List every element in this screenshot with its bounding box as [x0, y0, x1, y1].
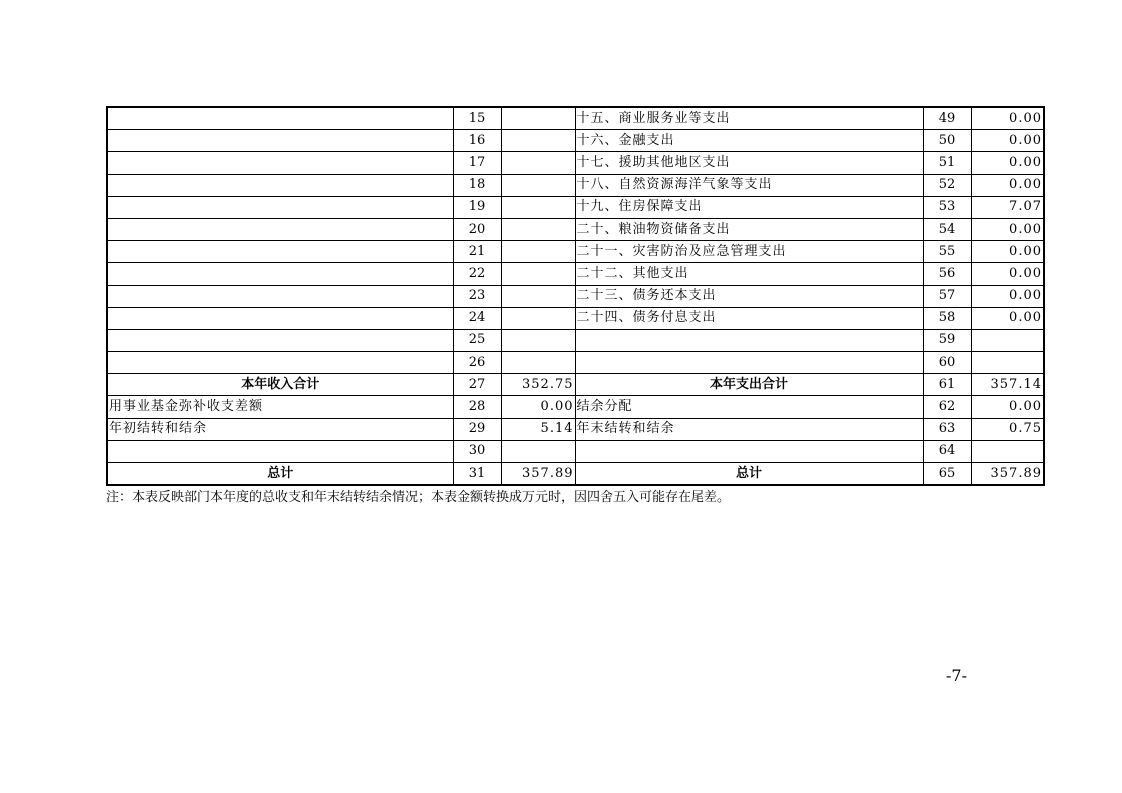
expenditure-amount-cell: 0.00	[971, 285, 1044, 307]
expenditure-row-number-cell: 58	[923, 307, 971, 329]
income-row-number-cell: 23	[453, 285, 501, 307]
expenditure-item-cell: 十五、商业服务业等支出	[575, 107, 923, 130]
income-row-number-cell: 30	[453, 440, 501, 462]
table-row	[107, 241, 1044, 263]
expenditure-row-number-cell: 53	[923, 196, 971, 218]
income-row-number-cell: 20	[453, 218, 501, 240]
income-item-cell: 本年收入合计	[107, 374, 453, 396]
income-item-cell	[107, 218, 453, 240]
income-amount-cell: 357.89	[501, 463, 575, 486]
income-item-cell	[107, 329, 453, 351]
income-amount-cell	[501, 152, 575, 174]
income-row-number-cell: 17	[453, 152, 501, 174]
table-footnote: 注：本表反映部门本年度的总收支和年末结转结余情况；本表金额转换成万元时，因四舍五入可能存在尾差。	[106, 490, 731, 505]
table-row	[107, 374, 1044, 396]
table-row	[107, 352, 1044, 374]
income-item-cell	[107, 352, 453, 374]
income-row-number-cell: 27	[453, 374, 501, 396]
expenditure-item-cell: 二十三、债务还本支出	[575, 285, 923, 307]
expenditure-amount-cell	[971, 352, 1044, 374]
table-row	[107, 440, 1044, 462]
expenditure-row-number-cell: 59	[923, 329, 971, 351]
expenditure-row-number-cell: 49	[923, 107, 971, 130]
table-body	[107, 107, 1044, 485]
table-row	[107, 329, 1044, 351]
expenditure-row-number-cell: 65	[923, 463, 971, 486]
income-row-number-cell: 25	[453, 329, 501, 351]
income-item-cell	[107, 307, 453, 329]
table-row	[107, 152, 1044, 174]
income-amount-cell	[501, 307, 575, 329]
table-row	[107, 285, 1044, 307]
expenditure-amount-cell: 0.00	[971, 107, 1044, 130]
expenditure-item-cell	[575, 329, 923, 351]
income-item-cell	[107, 152, 453, 174]
expenditure-amount-cell: 0.00	[971, 152, 1044, 174]
income-item-cell	[107, 130, 453, 152]
expenditure-amount-cell: 0.00	[971, 130, 1044, 152]
income-amount-cell	[501, 241, 575, 263]
table-row	[107, 396, 1044, 418]
expenditure-row-number-cell: 60	[923, 352, 971, 374]
income-row-number-cell: 29	[453, 418, 501, 440]
income-amount-cell	[501, 130, 575, 152]
income-item-cell	[107, 196, 453, 218]
expenditure-item-cell: 二十、粮油物资储备支出	[575, 218, 923, 240]
expenditure-row-number-cell: 52	[923, 174, 971, 196]
income-amount-cell	[501, 107, 575, 130]
income-row-number-cell: 19	[453, 196, 501, 218]
income-row-number-cell: 24	[453, 307, 501, 329]
expenditure-row-number-cell: 54	[923, 218, 971, 240]
income-item-cell	[107, 174, 453, 196]
income-item-cell	[107, 241, 453, 263]
expenditure-row-number-cell: 64	[923, 440, 971, 462]
income-amount-cell	[501, 218, 575, 240]
income-item-cell	[107, 263, 453, 285]
table-row	[107, 263, 1044, 285]
expenditure-item-cell: 十八、自然资源海洋气象等支出	[575, 174, 923, 196]
expenditure-row-number-cell: 55	[923, 241, 971, 263]
expenditure-amount-cell: 357.89	[971, 463, 1044, 486]
income-amount-cell	[501, 440, 575, 462]
expenditure-amount-cell: 7.07	[971, 196, 1044, 218]
income-amount-cell	[501, 285, 575, 307]
income-row-number-cell: 16	[453, 130, 501, 152]
income-amount-cell: 5.14	[501, 418, 575, 440]
income-amount-cell: 0.00	[501, 396, 575, 418]
expenditure-amount-cell: 0.00	[971, 396, 1044, 418]
income-row-number-cell: 18	[453, 174, 501, 196]
expenditure-item-cell	[575, 440, 923, 462]
table-row	[107, 463, 1044, 486]
expenditure-item-cell: 本年支出合计	[575, 374, 923, 396]
income-row-number-cell: 15	[453, 107, 501, 130]
expenditure-row-number-cell: 57	[923, 285, 971, 307]
expenditure-item-cell	[575, 352, 923, 374]
expenditure-amount-cell: 0.00	[971, 263, 1044, 285]
expenditure-amount-cell: 0.00	[971, 174, 1044, 196]
expenditure-amount-cell: 0.00	[971, 218, 1044, 240]
income-item-cell: 用事业基金弥补收支差额	[107, 396, 453, 418]
income-item-cell	[107, 107, 453, 130]
expenditure-amount-cell: 357.14	[971, 374, 1044, 396]
expenditure-item-cell: 十九、住房保障支出	[575, 196, 923, 218]
table-row	[107, 130, 1044, 152]
expenditure-item-cell: 二十四、债务付息支出	[575, 307, 923, 329]
income-row-number-cell: 22	[453, 263, 501, 285]
table-row	[107, 174, 1044, 196]
expenditure-row-number-cell: 51	[923, 152, 971, 174]
expenditure-row-number-cell: 62	[923, 396, 971, 418]
table-row	[107, 196, 1044, 218]
page-number: -7-	[946, 666, 967, 685]
income-expenditure-table	[106, 106, 1045, 486]
expenditure-row-number-cell: 50	[923, 130, 971, 152]
table-row	[107, 307, 1044, 329]
income-row-number-cell: 31	[453, 463, 501, 486]
expenditure-row-number-cell: 61	[923, 374, 971, 396]
income-amount-cell: 352.75	[501, 374, 575, 396]
income-amount-cell	[501, 174, 575, 196]
expenditure-amount-cell	[971, 440, 1044, 462]
expenditure-item-cell: 年末结转和结余	[575, 418, 923, 440]
income-row-number-cell: 28	[453, 396, 501, 418]
expenditure-item-cell: 总计	[575, 463, 923, 486]
expenditure-amount-cell: 0.00	[971, 241, 1044, 263]
income-amount-cell	[501, 329, 575, 351]
income-item-cell: 总计	[107, 463, 453, 486]
expenditure-item-cell: 十七、援助其他地区支出	[575, 152, 923, 174]
income-row-number-cell: 26	[453, 352, 501, 374]
income-item-cell	[107, 440, 453, 462]
income-item-cell	[107, 285, 453, 307]
expenditure-row-number-cell: 56	[923, 263, 971, 285]
income-amount-cell	[501, 196, 575, 218]
expenditure-item-cell: 二十二、其他支出	[575, 263, 923, 285]
expenditure-item-cell: 结余分配	[575, 396, 923, 418]
table-row	[107, 107, 1044, 130]
expenditure-amount-cell: 0.00	[971, 307, 1044, 329]
income-amount-cell	[501, 263, 575, 285]
expenditure-row-number-cell: 63	[923, 418, 971, 440]
income-item-cell: 年初结转和结余	[107, 418, 453, 440]
table-row	[107, 218, 1044, 240]
income-row-number-cell: 21	[453, 241, 501, 263]
income-amount-cell	[501, 352, 575, 374]
expenditure-item-cell: 十六、金融支出	[575, 130, 923, 152]
table-row	[107, 418, 1044, 440]
expenditure-amount-cell: 0.75	[971, 418, 1044, 440]
expenditure-amount-cell	[971, 329, 1044, 351]
expenditure-item-cell: 二十一、灾害防治及应急管理支出	[575, 241, 923, 263]
